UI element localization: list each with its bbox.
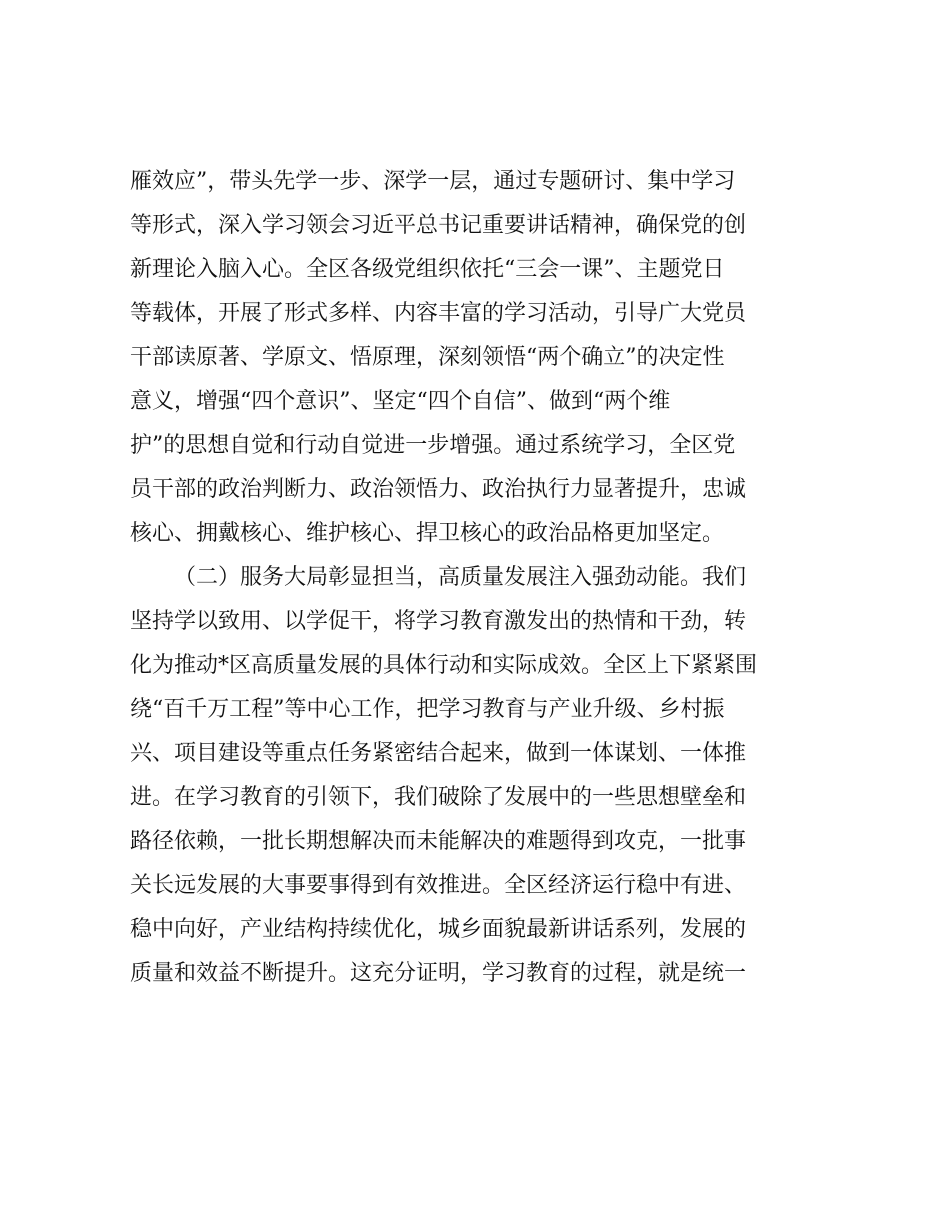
- paragraph-1-line: 雁效应”，带头先学一步、深学一层，通过专题研讨、集中学习: [130, 169, 736, 194]
- paragraph-1-line: 等形式，深入学习领会习近平总书记重要讲话精神，确保党的创: [130, 213, 747, 238]
- paragraph-2-line: 绕“百千万工程”等中心工作，把学习教育与产业升级、乡村振: [130, 697, 725, 722]
- paragraph-2-heading-line: （二）服务大局彰显担当，高质量发展注入强劲动能。我们: [174, 565, 747, 590]
- paragraph-1-line: 意义，增强“四个意识”、坚定“四个自信”、做到“两个维: [130, 389, 671, 414]
- paragraph-2-line: 化为推动*区高质量发展的具体行动和实际成效。全区上下紧紧围: [130, 653, 758, 678]
- paragraph-1-line: 干部读原著、学原文、悟原理，深刻领悟“两个确立”的决定性: [130, 345, 725, 370]
- paragraph-1-line: 护”的思想自觉和行动自觉进一步增强。通过系统学习，全区党: [130, 433, 736, 458]
- paragraph-1-line: 员干部的政治判断力、政治领悟力、政治执行力显著提升，忠诚: [130, 477, 747, 502]
- paragraph-1-line: 新理论入脑入心。全区各级党组织依托“三会一课”、主题党日: [130, 257, 725, 282]
- paragraph-1-line: 等载体，开展了形式多样、内容丰富的学习活动，引导广大党员: [130, 301, 747, 326]
- paragraph-2-line: 路径依赖，一批长期想解决而未能解决的难题得到攻克，一批事: [130, 829, 747, 854]
- paragraph-2-line: 坚持学以致用、以学促干，将学习教育激发出的热情和干劲，转: [130, 609, 747, 634]
- paragraph-2-line: 质量和效益不断提升。这充分证明，学习教育的过程，就是统一: [130, 961, 747, 986]
- paragraph-2-line: 兴、项目建设等重点任务紧密结合起来，做到一体谋划、一体推: [130, 741, 747, 766]
- paragraph-2-line: 进。在学习教育的引领下，我们破除了发展中的一些思想壁垒和: [130, 785, 747, 810]
- paragraph-2-line: 关长远发展的大事要事得到有效推进。全区经济运行稳中有进、: [130, 873, 747, 898]
- paragraph-1-line: 核心、拥戴核心、维护核心、捍卫核心的政治品格更加坚定。: [130, 521, 725, 546]
- paragraph-2-line: 稳中向好，产业结构持续优化，城乡面貌最新讲话系列，发展的: [130, 917, 747, 942]
